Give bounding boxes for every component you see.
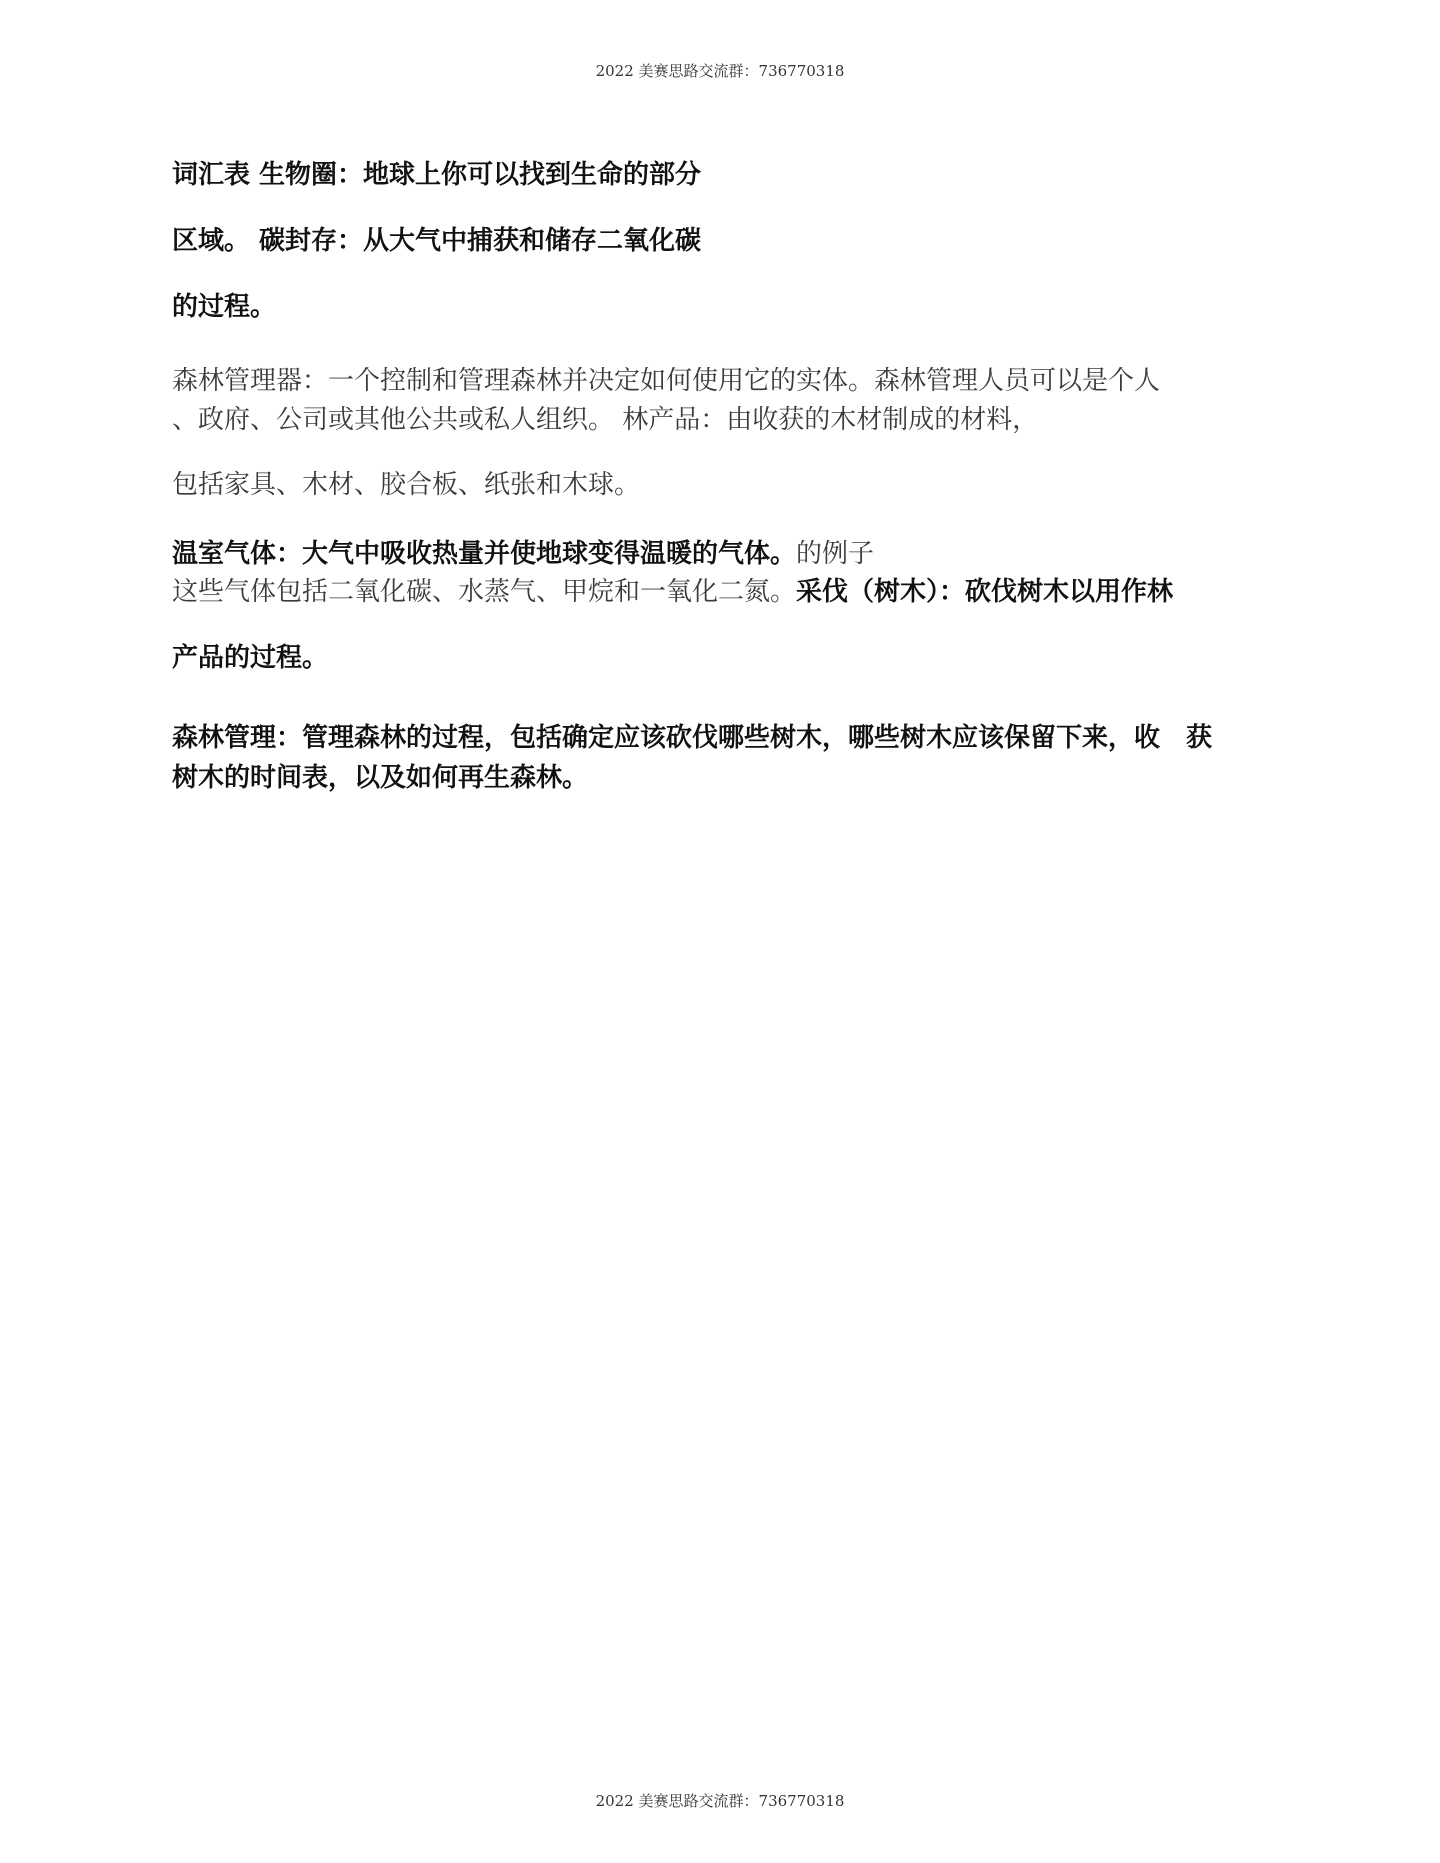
forest-manager-line-1: 森林管理器：一个控制和管理森林并决定如何使用它的实体。森林管理人员可以是个人: [172, 366, 1161, 396]
harvest-line-2: 产品的过程。: [172, 643, 329, 673]
greenhouse-gas-list: 这些气体包括二氧化碳、水蒸气、甲烷和一氧化二氮。: [172, 577, 797, 607]
greenhouse-gas-line-2: [172, 575, 1272, 609]
greenhouse-gas-line-1: [172, 537, 1272, 571]
glossary-line-3: 的过程。: [172, 292, 277, 322]
glossary-line-1: 词汇表 生物圈：地球上你可以找到生命的部分: [172, 160, 702, 190]
page-footer: 2022 美赛思路交流群：736770318: [595, 1792, 845, 1810]
forest-management-line-2: 树木的时间表，以及如何再生森林。: [172, 763, 589, 793]
harvest-term: 采伐（树木）：砍伐树木以用作林: [796, 577, 1174, 607]
forest-products-line: 包括家具、木材、胶合板、纸张和木球。: [172, 470, 641, 500]
glossary-line-2: 区域。 碳封存：从大气中捕获和储存二氧化碳: [172, 226, 702, 256]
greenhouse-gas-term: 温室气体：大气中吸收热量并使地球变得温暖的气体。: [172, 539, 797, 569]
page-header: 2022 美赛思路交流群：736770318: [595, 62, 845, 80]
forest-management-line-1: 森林管理：管理森林的过程，包括确定应该砍伐哪些树木，哪些树木应该保留下来，收 获: [172, 723, 1213, 753]
forest-manager-line-2: 、政府、公司或其他公共或私人组织。 林产品：由收获的木材制成的材料，: [172, 405, 1039, 435]
greenhouse-gas-example: 的例子: [796, 539, 875, 569]
